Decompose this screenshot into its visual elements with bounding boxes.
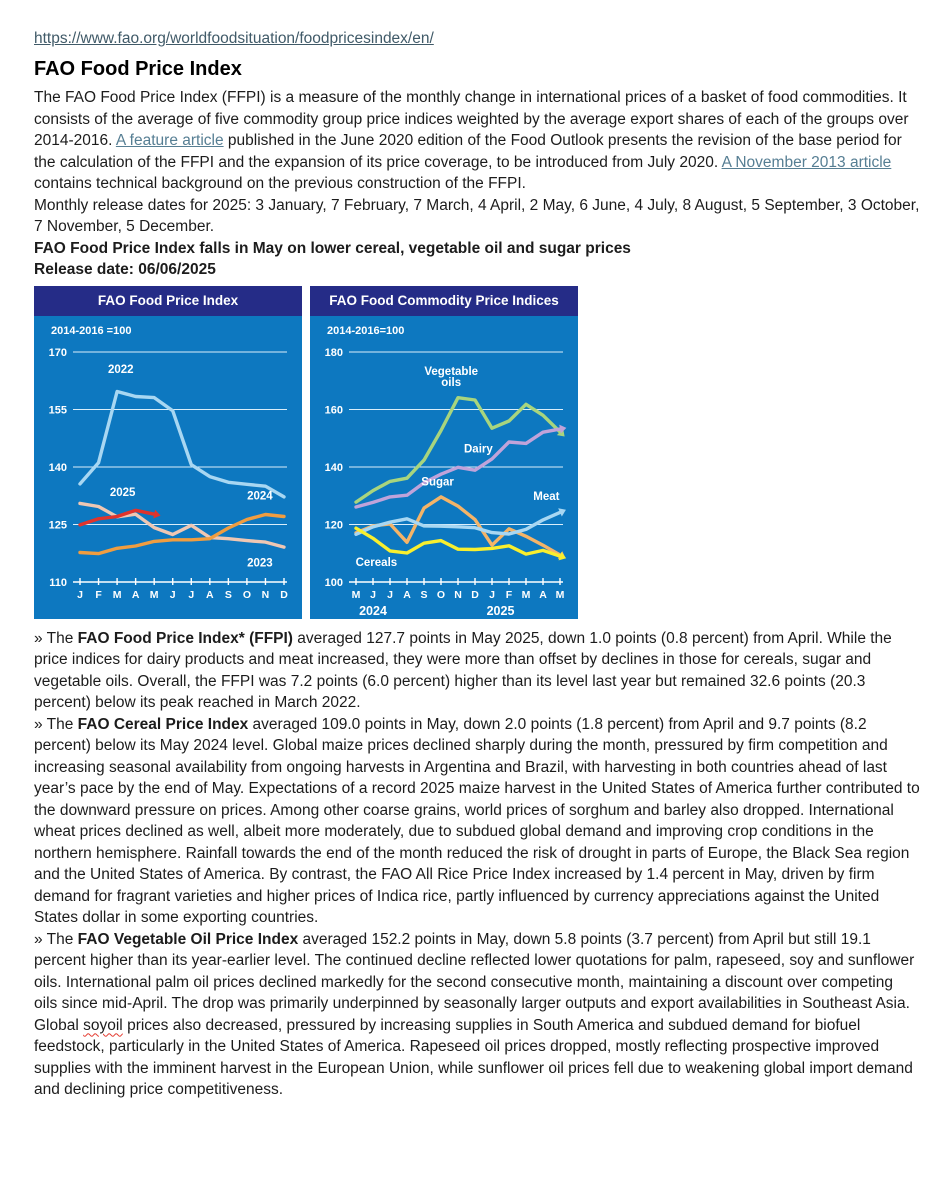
svg-text:A: A bbox=[131, 588, 140, 601]
commodity-chart-plot bbox=[310, 342, 578, 619]
svg-text:Dairy: Dairy bbox=[464, 443, 493, 456]
commodity-chart-subtitle: 2014-2016=100 bbox=[327, 324, 405, 337]
svg-text:120: 120 bbox=[324, 519, 343, 531]
feature-article-link[interactable]: A feature article bbox=[115, 132, 224, 149]
svg-text:S: S bbox=[224, 588, 232, 601]
svg-text:J: J bbox=[489, 588, 495, 601]
svg-text:M: M bbox=[351, 588, 361, 601]
svg-text:Sugar: Sugar bbox=[421, 476, 454, 489]
svg-text:M: M bbox=[555, 588, 565, 601]
ffpi-chart-plot bbox=[34, 342, 302, 619]
svg-text:M: M bbox=[112, 588, 122, 601]
svg-text:160: 160 bbox=[324, 404, 343, 416]
svg-text:F: F bbox=[505, 588, 513, 601]
svg-text:N: N bbox=[261, 588, 270, 601]
svg-text:A: A bbox=[403, 588, 411, 601]
intro-text-2: published in the June 2020 edition of the Food Outlook presents the revision of the base period for the calculation of the FFPI and the expansion of its price coverage, to be introduced from July 2020. bbox=[34, 132, 902, 171]
svg-text:140: 140 bbox=[324, 461, 343, 474]
svg-text:2025: 2025 bbox=[486, 603, 515, 618]
svg-text:O: O bbox=[436, 588, 446, 601]
svg-text:D: D bbox=[471, 588, 479, 601]
charts-row bbox=[34, 286, 920, 619]
svg-text:F: F bbox=[95, 588, 102, 601]
svg-text:D: D bbox=[280, 588, 288, 601]
release-schedule: Monthly release dates for 2025: 3 January, 7 February, 7 March, 4 April, 2 May, 6 June, 4 July, 8 August, 5 September, 3 October, 7 November, 5 December. bbox=[34, 196, 920, 235]
bullet-vegetable-oil: » The FAO Vegetable Oil Price Index averaged 152.2 points in May, down 5.8 points (3.7 percent) from April but still 19.1 percent higher than its year-earlier level. The continued decline reflected lower quotations for palm, rapeseed, soy and sunflower oils. International palm oil prices declined markedly for the second consecutive month, maintaining a discount over competing oils since mid-April. The drop was primarily underpinned by seasonally larger outputs and export availabilities in Southeast Asia. Global soyoil prices also decreased, pressured by increasing supplies in South America and subdued demand for biofuel feedstock, particularly in the United States of America. Rapeseed oil prices dropped, mostly reflecting prospective improved supplies with the imminent harvest in the European Union, while sunflower oil prices fell due to weakening global import demand and declining price competitiveness. bbox=[34, 930, 915, 1098]
svg-text:2023: 2023 bbox=[247, 557, 273, 570]
bullet-section bbox=[34, 628, 920, 1101]
bullet-vegoil-bold: FAO Vegetable Oil Price Index bbox=[77, 930, 299, 948]
svg-text:140: 140 bbox=[48, 461, 67, 474]
svg-text:2024: 2024 bbox=[359, 603, 387, 618]
november-2013-article-link[interactable]: A November 2013 article bbox=[721, 153, 892, 171]
svg-text:Meat: Meat bbox=[533, 490, 560, 503]
svg-text:J: J bbox=[77, 588, 83, 601]
bullet-marker: » bbox=[34, 930, 43, 948]
svg-text:Cereals: Cereals bbox=[355, 556, 398, 569]
svg-text:110: 110 bbox=[49, 576, 67, 589]
bullet-ffpi: » The FAO Food Price Index* (FFPI) averaged 127.7 points in May 2025, down 1.0 points (0.8 percent) from April. While the price indices for dairy products and meat increased, they were more than offset by declines in those for cereals, sugar and vegetable oils. Overall, the FFPI was 7.2 points (6.0 percent) higher than its level last year but remained 32.6 points (20.3 percent) below its peak reached in March 2022. bbox=[34, 629, 892, 711]
svg-text:2025: 2025 bbox=[109, 486, 136, 499]
intro-text-3: contains technical background on the previous construction of the FFPI. bbox=[34, 175, 526, 192]
ffpi-chart-title: FAO Food Price Index bbox=[34, 286, 302, 316]
page-title: FAO Food Price Index bbox=[34, 58, 242, 80]
svg-text:170: 170 bbox=[48, 346, 67, 359]
svg-text:J: J bbox=[370, 588, 376, 601]
svg-text:N: N bbox=[454, 588, 462, 601]
ffpi-chart-subtitle: 2014-2016 =100 bbox=[51, 324, 132, 337]
bullet-cereal: » The FAO Cereal Price Index averaged 109.0 points in May, down 2.0 points (1.8 percent) from April and 9.7 points (8.2 percent) below its May 2024 level. Global maize prices declined sharply during the month, pressured by firm competition and increasing seasonal availability from ongoing harvests in Argentina and Brazil, with harvesting in both countries ahead of last year’s pace by the end of May. Expectations of a record 2025 maize harvest in the United States of America further contributed to the downward pressure on prices. Among other coarse grains, world prices of sorghum and barley also dropped. International wheat prices declined as well, albeit more moderately, due to subdued global demand and improving crop conditions in the northern hemisphere. Rainfall towards the end of the month reduced the risk of drought in parts of Europe, the Black Sea region and the United States of America. By contrast, the FAO All Rice Price Index increased by 1.4 percent in May, driven by firm demand for fragrant varieties and higher prices of Indica rice, partly influenced by currency appreciations against the United States dollar in some exporting countries. bbox=[34, 715, 920, 926]
bullet-ffpi-bold: FAO Food Price Index* (FFPI) bbox=[77, 629, 293, 647]
release-date: Release date: 06/06/2025 bbox=[34, 261, 216, 278]
svg-text:2024: 2024 bbox=[247, 490, 273, 503]
svg-text:O: O bbox=[242, 588, 251, 601]
svg-text:S: S bbox=[420, 588, 428, 601]
svg-text:J: J bbox=[387, 588, 393, 601]
page-url-link[interactable]: https://www.fao.org/worldfoodsituation/foodpricesindex/en/ bbox=[34, 30, 434, 47]
svg-text:125: 125 bbox=[48, 519, 67, 531]
svg-text:A: A bbox=[539, 588, 547, 601]
svg-text:Vegetableoils: Vegetable oils bbox=[424, 365, 479, 389]
commodity-indices-chart bbox=[310, 286, 578, 619]
svg-text:M: M bbox=[149, 588, 159, 601]
svg-text:100: 100 bbox=[324, 576, 343, 589]
svg-text:J: J bbox=[169, 588, 176, 601]
svg-text:J: J bbox=[188, 588, 195, 601]
commodity-chart-title: FAO Food Commodity Price Indices bbox=[310, 286, 578, 316]
ffpi-chart bbox=[34, 286, 302, 619]
bullet-marker: » bbox=[34, 715, 43, 733]
svg-text:2022: 2022 bbox=[108, 363, 134, 376]
bullet-cereal-bold: FAO Cereal Price Index bbox=[77, 715, 249, 733]
svg-text:155: 155 bbox=[48, 404, 67, 416]
intro-text-1: The FAO Food Price Index (FFPI) is a measure of the monthly change in international prices of a basket of food commodities. It consists of the average of five commodity group price indices weighted by the average export shares of each of the groups over 2014-2016. bbox=[34, 89, 909, 149]
bullet-marker: » bbox=[34, 629, 43, 647]
intro-paragraph bbox=[34, 87, 920, 195]
svg-text:A: A bbox=[206, 588, 214, 601]
headline: FAO Food Price Index falls in May on lower cereal, vegetable oil and sugar prices bbox=[34, 239, 631, 257]
svg-text:M: M bbox=[521, 588, 531, 601]
svg-text:180: 180 bbox=[324, 346, 343, 359]
misspelled-word: soyoil bbox=[83, 1016, 123, 1034]
